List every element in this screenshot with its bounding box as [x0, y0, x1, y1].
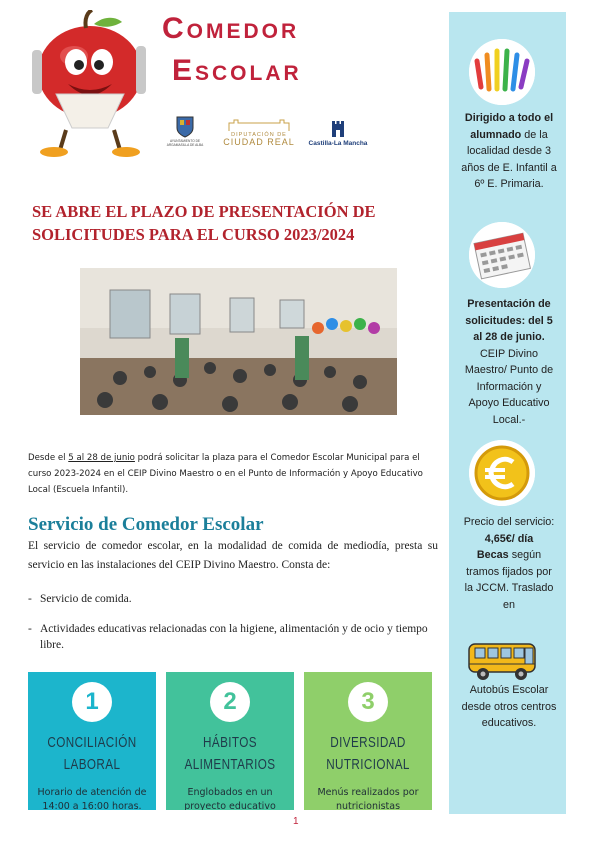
castle-icon — [224, 118, 294, 132]
feature-box-habitos — [166, 672, 294, 810]
section-title: Servicio de Comedor Escolar — [28, 514, 264, 535]
feature-description: Englobados en un proyecto educativo — [184, 787, 276, 810]
calendar-icon — [469, 222, 535, 288]
apple-mascot-icon — [26, 10, 154, 158]
feature-number: 1 — [72, 682, 112, 722]
logo-diputacion — [220, 118, 298, 148]
intro-dates: 5 al 28 de junio — [68, 453, 135, 463]
feature-heading: DIVERSIDAD NUTRICIONAL — [326, 734, 410, 773]
euro-coin-icon — [469, 440, 535, 506]
logo-caption: AYUNTAMIENTO DE ARGAMASILLA DE ALBA — [166, 139, 204, 147]
feature-box-conciliacion — [28, 672, 156, 810]
shield-icon — [176, 116, 194, 138]
feature-number: 3 — [348, 682, 388, 722]
logo-caption-bottom: CIUDAD REAL — [223, 137, 295, 148]
list-item: - Actividades educativas relacionadas con la higiene, alimentación y de ocio y tiempo libre. — [28, 623, 428, 651]
feature-description: Menús realizados por nutricionistas — [317, 787, 419, 810]
raised-hands-icon — [469, 39, 535, 105]
price-text: Precio del servicio: 4,65€/ día Becas según tramos fijados por la JCCM. Traslado en — [463, 516, 555, 611]
intro-part1: Desde el — [28, 453, 69, 463]
feature-heading: CONCILIACIÓN LABORAL — [47, 734, 137, 773]
castle-icon — [330, 118, 346, 138]
info-sidebar — [449, 12, 566, 814]
title-line-1: Comedor — [162, 12, 300, 45]
headline: SE ABRE EL PLAZO DE PRESENTACIÓN DE SOLICITUDES PARA EL CURSO 2023/2024 — [32, 202, 376, 244]
audience-text: Dirigido a todo el alumnado de la localidad desde 3 años de E. Infantil a 6º E. Primaria. — [461, 112, 557, 190]
logo-caption: Castilla-La Mancha — [308, 140, 368, 147]
school-bus-icon — [465, 638, 541, 682]
bus-text: Autobús Escolar desde otros centros educativos. — [461, 684, 557, 729]
section-paragraph: El servicio de comedor escolar, en la modalidad de comida de mediodía, presta su servicio en las instalaciones del CEIP Divino Maestro. Consta de: — [28, 540, 438, 571]
list-item: - Servicio de comida. — [28, 593, 132, 605]
feature-box-diversidad — [304, 672, 432, 810]
logo-caption-top: DIPUTACIÓN DE — [231, 132, 287, 138]
feature-heading: HÁBITOS ALIMENTARIOS — [184, 734, 276, 773]
intro-text — [28, 450, 438, 498]
feature-description: Horario de atención de 14:00 a 16:00 horas. — [37, 787, 147, 810]
application-period-text: Presentación de solicitudes: del 5 al 28 de junio. CEIP Divino Maestro/ Punto de Información y Apoyo Educativo Local.- — [464, 298, 554, 426]
logo-ayuntamiento — [160, 116, 210, 147]
logo-clm — [306, 118, 370, 147]
page-number: 1 — [293, 816, 299, 827]
title-line-2: Escolar — [172, 54, 302, 87]
dining-room-photo — [80, 268, 397, 415]
intro-part2: podrá solicitar la plaza para el Comedor Escolar Municipal para el curso 2023-2024 en el CEIP Divino Maestro o en el Punto de Información y Apoyo Educativo Local (Escuela Infantil). — [28, 453, 423, 495]
feature-number: 2 — [210, 682, 250, 722]
